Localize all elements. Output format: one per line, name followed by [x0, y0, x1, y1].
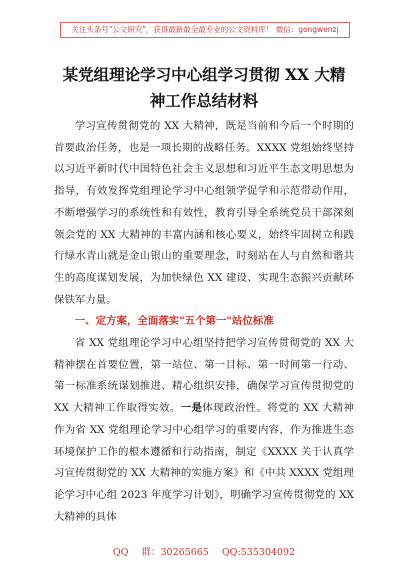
- title-line-1: 某党组理论学习中心组学习贯彻 XX 大精: [62, 65, 346, 84]
- footer-qq: QQ:535304092: [221, 547, 296, 558]
- paragraph-section-1-continued: 体现政治性。将党的 XX 大精神作为省 XX 党组理论学习中心组学习的重要内容，作为推进生态环境保护工作的根本遵循和行动指南，制定《XXXX 关于认真学习宣传贯彻党的 XX 大精神的实施方案》和《中共 XXXX 党组理论学习中心组 2023 年度学习计划》，明确学习宣传贯彻党的 XX 大精神的具体: [54, 402, 354, 523]
- point-one-label: 一是: [180, 402, 203, 415]
- footer-contact: [0, 544, 408, 558]
- promo-banner: 关注头条号"公文研究"，获得最新最全最专业的公文资料库！ 微信：gongwenzj: [60, 22, 350, 38]
- footer-qq-group: QQ 群：30265665: [112, 547, 209, 558]
- section-heading-1: 一、定方案，全面落实"五个第一"站位标准: [74, 315, 274, 328]
- title-line-2: 神工作总结材料: [149, 91, 259, 110]
- document-title: [40, 62, 368, 114]
- paragraph-section-1: [54, 333, 354, 528]
- paragraph-intro: 学习宣传贯彻党的 XX 大精神，既是当前和今后一个时期的首要政治任务，也是一项长期的战略任务。XXXX 党组始终坚持以习近平新时代中国特色社会主义思想和习近平生态文明思想为指导，有效发挥党组理论学习中心组领学促学和示范带动作用，不断增强学习的系统性和有效性，教育引导全系统党员干部深刻领会党的 XX 大精神的丰富内涵和核心要义，始终牢固树立和践行绿水青山就是金山银山的重要理念，时刻站在人与自然和谐共生的高度谋划发展，为加快绿色 XX 建设、实现生态振兴贡献环保铁军力量。: [54, 120, 354, 306]
- document-body: [54, 116, 354, 528]
- paragraph-section-1-text: 省 XX 党组理论学习中心组坚持把学习宣传贯彻党的 XX 大精神摆在首要位置，第一站位、第一目标、第一时间第一行动、第一标准系统谋划推进、精心组织安排，确保学习宣传贯彻党的 XX 大精神工作取得实效。: [54, 337, 354, 415]
